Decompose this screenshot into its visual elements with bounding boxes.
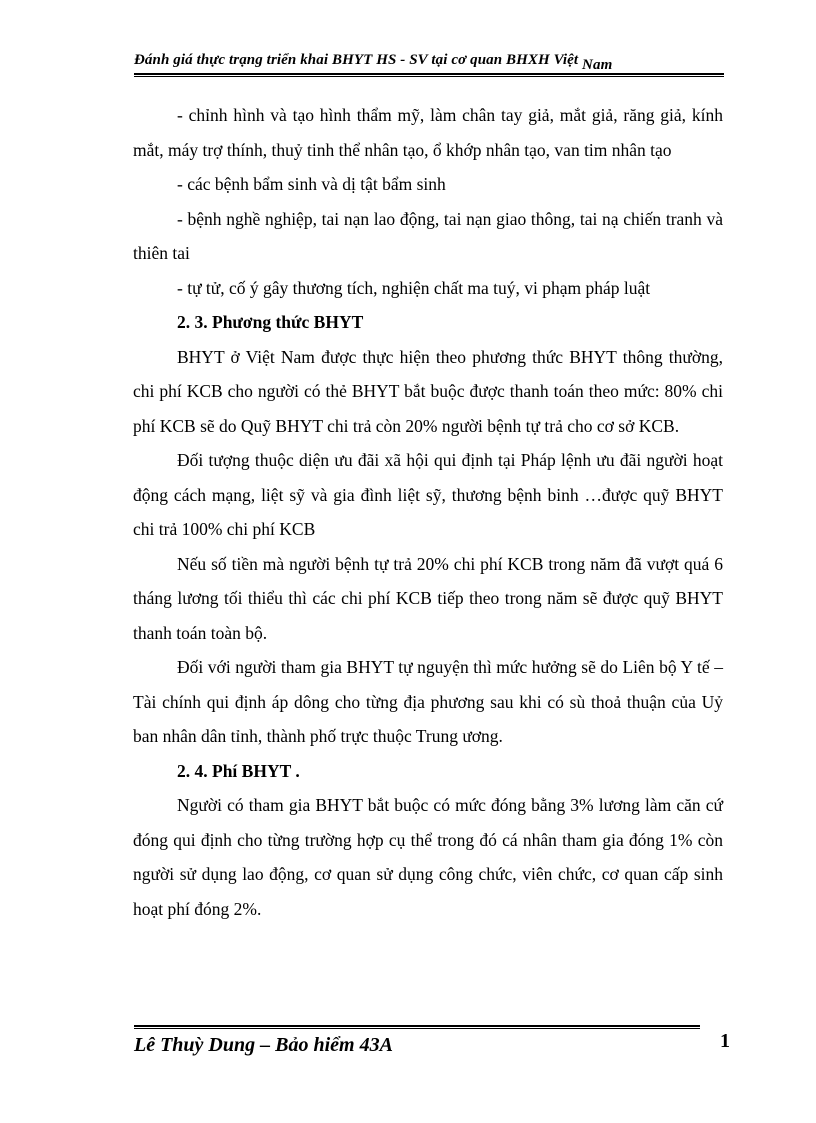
section-heading: 2. 4. Phí BHYT .: [177, 760, 300, 781]
paragraph: Nếu số tiền mà người bệnh tự trả 20% chi phí KCB trong năm đã vượt quá 6 tháng lương tối thiểu thì các chi phí KCB tiếp theo trong năm sẽ được quỹ BHYT thanh toán toàn bộ.: [133, 553, 723, 643]
paragraph: Đối với người tham gia BHYT tự nguyện thì mức hưởng sẽ do Liên bộ Y tế – Tài chính qui định áp dông cho từng địa phương sau khi có sù thoả thuận của Uỷ ban nhân dân tỉnh, thành phố trực thuộc Trung ương.: [133, 657, 723, 746]
running-header: [134, 52, 724, 73]
section-heading: 2. 3. Phương thức BHYT: [177, 312, 364, 332]
paragraph-list-item: - bệnh nghề nghiệp, tai nạn lao động, tai nạn giao thông, tai nạ chiến tranh và thiên tai: [133, 208, 723, 263]
footer-author: Lê Thuỳ Dung – Bảo hiểm 43A: [134, 1034, 393, 1056]
paragraph-list-item: - tự tử, cố ý gây thương tích, nghiện chất ma tuý, vi phạm pháp luật: [177, 277, 651, 298]
paragraph: Người có tham gia BHYT bắt buộc có mức đóng bằng 3% lương làm căn cứ đóng qui định cho từng trường hợp cụ thể trong đó cá nhân tham gia đóng 1% còn người sử dụng lao động, cơ quan sử dụng công chức, viên chức, cơ quan cấp sinh hoạt phí đóng 2%.: [133, 795, 723, 919]
footer-rule: [134, 1025, 700, 1029]
paragraph-list-item: - chỉnh hình và tạo hình thẩm mỹ, làm chân tay giả, mắt giả, răng giả, kính mắt, máy trợ thính, thuỷ tinh thể nhân tạo, ổ khớp nhân tạo, van tim nhân tạo: [133, 105, 723, 160]
paragraph: Đối tượng thuộc diện ưu đãi xã hội qui định tại Pháp lệnh ưu đãi người hoạt động cách mạng, liệt sỹ và gia đình liệt sỹ, thương bệnh binh …được quỹ BHYT chi trả 100% chi phí KCB: [133, 450, 723, 539]
page-number: 1: [720, 1030, 730, 1052]
paragraph-list-item: - các bệnh bẩm sinh và dị tật bẩm sinh: [177, 174, 446, 194]
document-body: [133, 98, 723, 926]
paragraph: BHYT ở Việt Nam được thực hiện theo phương thức BHYT thông thường, chi phí KCB cho người có thẻ BHYT bắt buộc được thanh toán theo mức: 80% chi phí KCB sẽ do Quỹ BHYT chi trả còn 20% người bệnh tự trả cho cơ sở KCB.: [133, 346, 723, 436]
header-rule: [134, 73, 724, 77]
header-title: Đánh giá thực trạng triển khai BHYT HS - SV tại cơ quan BHXH Việt: [134, 52, 583, 68]
header-title-tail: Nam: [582, 57, 613, 73]
